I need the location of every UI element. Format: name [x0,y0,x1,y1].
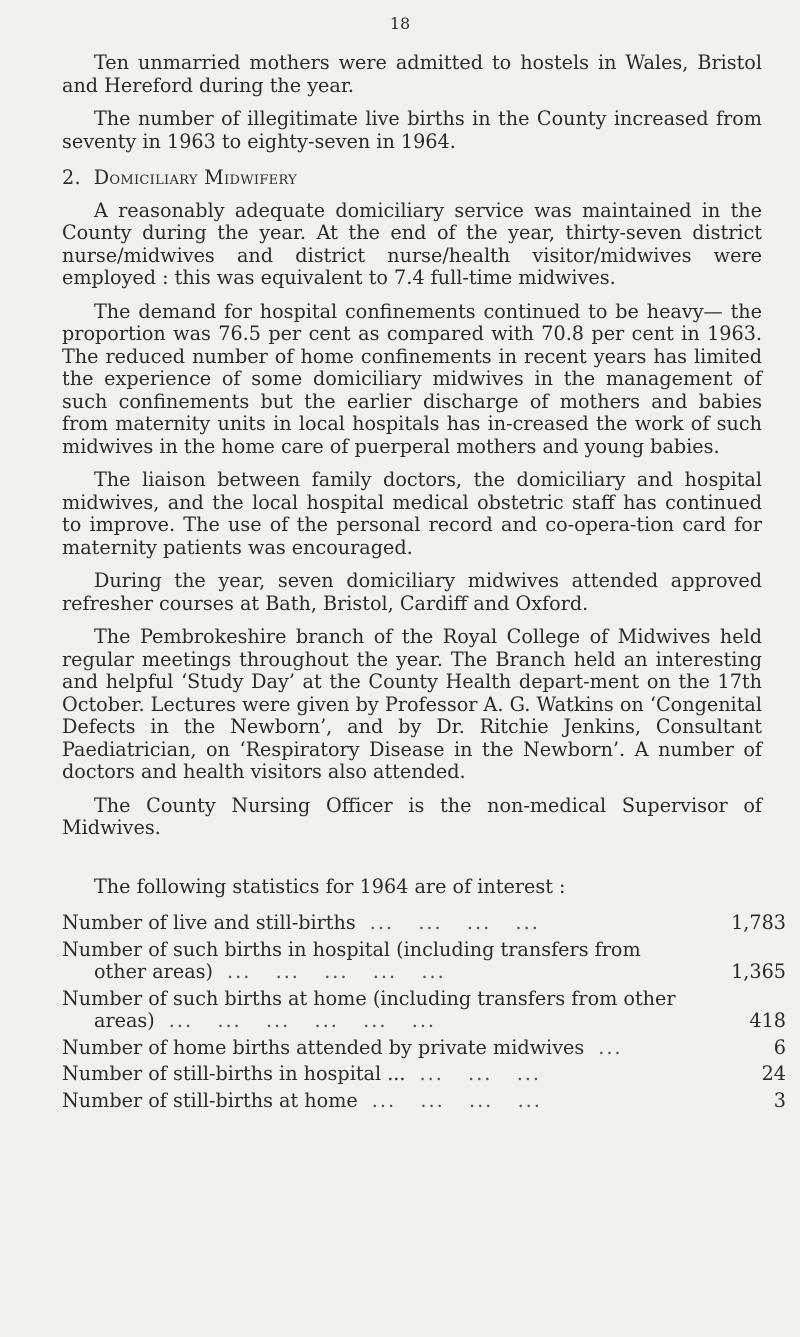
section-title: Domiciliary Midwifery [93,166,298,189]
stat-value: 1,365 [731,960,786,983]
stat-row [62,912,786,935]
paragraph-royal-college: The Pembrokeshire branch of the Royal College of Midwives held regular meetings throughout the year. The Branch held an interesting and helpful ‘Study Day’ at the County Health depart-ment on the 17th October. Lectures were given by Professor A. G. Watkins on ‘Congenital Defects in the Newborn’, and by Dr. Ritchie Jenkins, Consultant Paediatrician, on ‘Respiratory Disease in the Newborn’. A number of doctors and health visitors also attended. [62,625,762,783]
paragraph-domiciliary-service: A reasonably adequate domiciliary service was maintained in the County during the year. At the end of the year, thirty-seven district nurse/midwives and district nurse/health visitor/midwives were employed : this was equivalent to 7.4 full-time midwives. [62,198,762,289]
section-number: 2. [62,166,81,189]
stat-label: Number of such births at home (including transfers from other areas) ... ... ... ... ... ... [62,986,676,1032]
statistics-table [62,912,786,1112]
stat-row [62,1063,786,1086]
stat-value: 6 [773,1035,786,1059]
stat-label: Number of still-births at home ... ... ... ... [62,1088,542,1112]
stat-label: Number of live and still-births ... ... ... ... [62,911,540,934]
paragraph-liaison: The liaison between family doctors, the domiciliary and hospital midwives, and the local hospital medical obstetric staff has continued to improve. The use of the personal record and co-opera-tion card for maternity patients was encouraged. [62,468,762,559]
paragraph-nursing-officer: The County Nursing Officer is the non-medical Supervisor of Midwives. [62,793,762,839]
stat-label: Number of such births in hospital (including transfers from other areas) ... ... ... ... ... [62,937,641,983]
paragraph-illegitimate-births: The number of illegitimate live births in the County increased from seventy in 1963 to eighty-seven in 1964. [62,107,762,153]
section-heading [62,167,762,190]
body-text [62,51,786,1116]
stat-label: Number of home births attended by private midwives ... [62,1035,623,1059]
page-number: 18 [389,14,411,33]
stat-value: 1,783 [731,911,786,934]
stat-row [62,939,786,984]
stat-row [62,1090,786,1113]
stats-intro: The following statistics for 1964 are of interest : [94,874,566,898]
stat-row [62,1037,786,1060]
paragraph-refresher-courses: During the year, seven domiciliary midwives attended approved refresher courses at Bath, Bristol, Cardiff and Oxford. [62,569,762,615]
stat-value: 24 [761,1062,786,1085]
stat-value: 418 [749,1009,786,1032]
paragraph-hospital-confinements: The demand for hospital confinements continued to be heavy— the proportion was 76.5 per cent as compared with 70.8 per cent in 1963. The reduced number of home confinements in recent years has limited the experience of some domiciliary midwives in the management of such confinements but the earlier discharge of mothers and babies from maternity units in local hospitals has in-creased the work of such midwives in the home care of puerperal mothers and young babies. [62,299,762,458]
stat-row [62,988,786,1033]
paragraph-unmarried-mothers: Ten unmarried mothers were admitted to hostels in Wales, Bristol and Hereford during the year. [62,51,762,97]
stat-value: 3 [773,1088,786,1112]
stat-label: Number of still-births in hospital ... ... ... ... [62,1062,542,1085]
